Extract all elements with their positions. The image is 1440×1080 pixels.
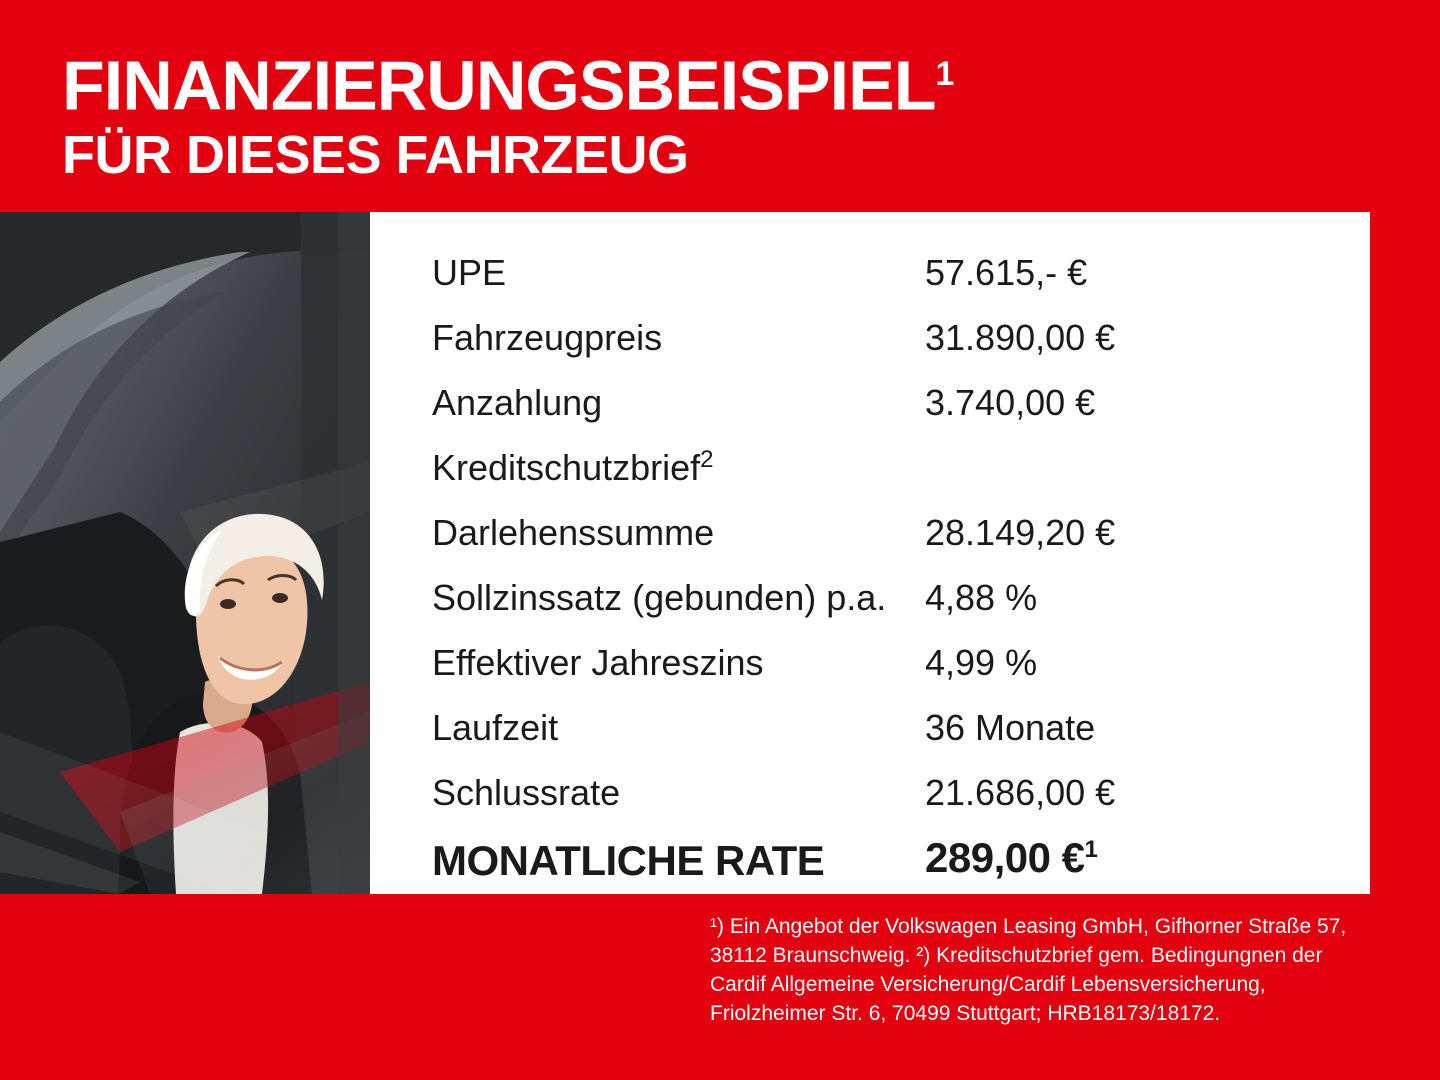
row-value: 57.615,- € bbox=[925, 251, 1088, 293]
table-row bbox=[370, 305, 1370, 370]
monthly-rate-footnote-marker: 1 bbox=[1084, 835, 1098, 863]
row-label: Effektiver Jahreszins bbox=[432, 641, 764, 683]
page-title-text: FINANZIERUNGSBEISPIEL bbox=[62, 46, 936, 125]
row-label: Schlussrate bbox=[432, 771, 621, 813]
page-title-footnote-marker: 1 bbox=[935, 55, 954, 93]
finance-table bbox=[370, 240, 1370, 890]
poster-header bbox=[0, 0, 1440, 212]
table-row bbox=[370, 240, 1370, 305]
row-value: 36 Monate bbox=[925, 706, 1096, 748]
row-value bbox=[925, 435, 1370, 500]
table-row bbox=[370, 500, 1370, 565]
vehicle-photo bbox=[0, 212, 370, 894]
row-label bbox=[370, 435, 925, 500]
monthly-rate-amount: 289,00 € bbox=[925, 833, 1085, 881]
row-label-footnote-marker: 2 bbox=[700, 446, 714, 473]
table-row bbox=[370, 630, 1370, 695]
row-value: 28.149,20 € bbox=[925, 511, 1116, 553]
row-label: Fahrzeugpreis bbox=[432, 316, 663, 358]
page-subtitle: FÜR DIESES FAHRZEUG bbox=[62, 125, 689, 186]
table-row-total bbox=[370, 825, 1370, 890]
table-row bbox=[370, 760, 1370, 825]
row-value: 3.740,00 € bbox=[925, 381, 1096, 423]
monthly-rate-label: MONATLICHE RATE bbox=[432, 836, 825, 884]
table-row bbox=[370, 565, 1370, 630]
table-row bbox=[370, 695, 1370, 760]
table-row bbox=[370, 435, 1370, 500]
legal-footnote: ¹) Ein Angebot der Volkswagen Leasing GmbH, Gifhorner Straße 57, 38112 Braunschweig. ²) Kreditschutzbrief gem. Bedingungnen der Cardif Allgemeine Versicherung/Cardif Lebensversicherung, Friolzheimer Str. 6, 70499 Stuttgart; HRB18173/18172. bbox=[710, 915, 1347, 1025]
page-title bbox=[62, 36, 1440, 123]
finance-details-panel bbox=[370, 212, 1370, 894]
row-label-text: Kreditschutzbrief bbox=[432, 447, 701, 488]
vehicle-photo-image bbox=[0, 212, 370, 894]
table-row bbox=[370, 370, 1370, 435]
monthly-rate-value bbox=[925, 825, 1370, 890]
row-label: Laufzeit bbox=[432, 706, 559, 748]
row-value: 31.890,00 € bbox=[925, 316, 1116, 358]
row-value: 21.686,00 € bbox=[925, 771, 1116, 813]
row-label: Anzahlung bbox=[432, 381, 603, 423]
row-value: 4,88 % bbox=[925, 576, 1038, 618]
row-value: 4,99 % bbox=[925, 641, 1038, 683]
row-label: Darlehenssumme bbox=[432, 511, 715, 553]
row-label: UPE bbox=[432, 251, 507, 293]
row-label: Sollzinssatz (gebunden) p.a. bbox=[432, 576, 887, 618]
